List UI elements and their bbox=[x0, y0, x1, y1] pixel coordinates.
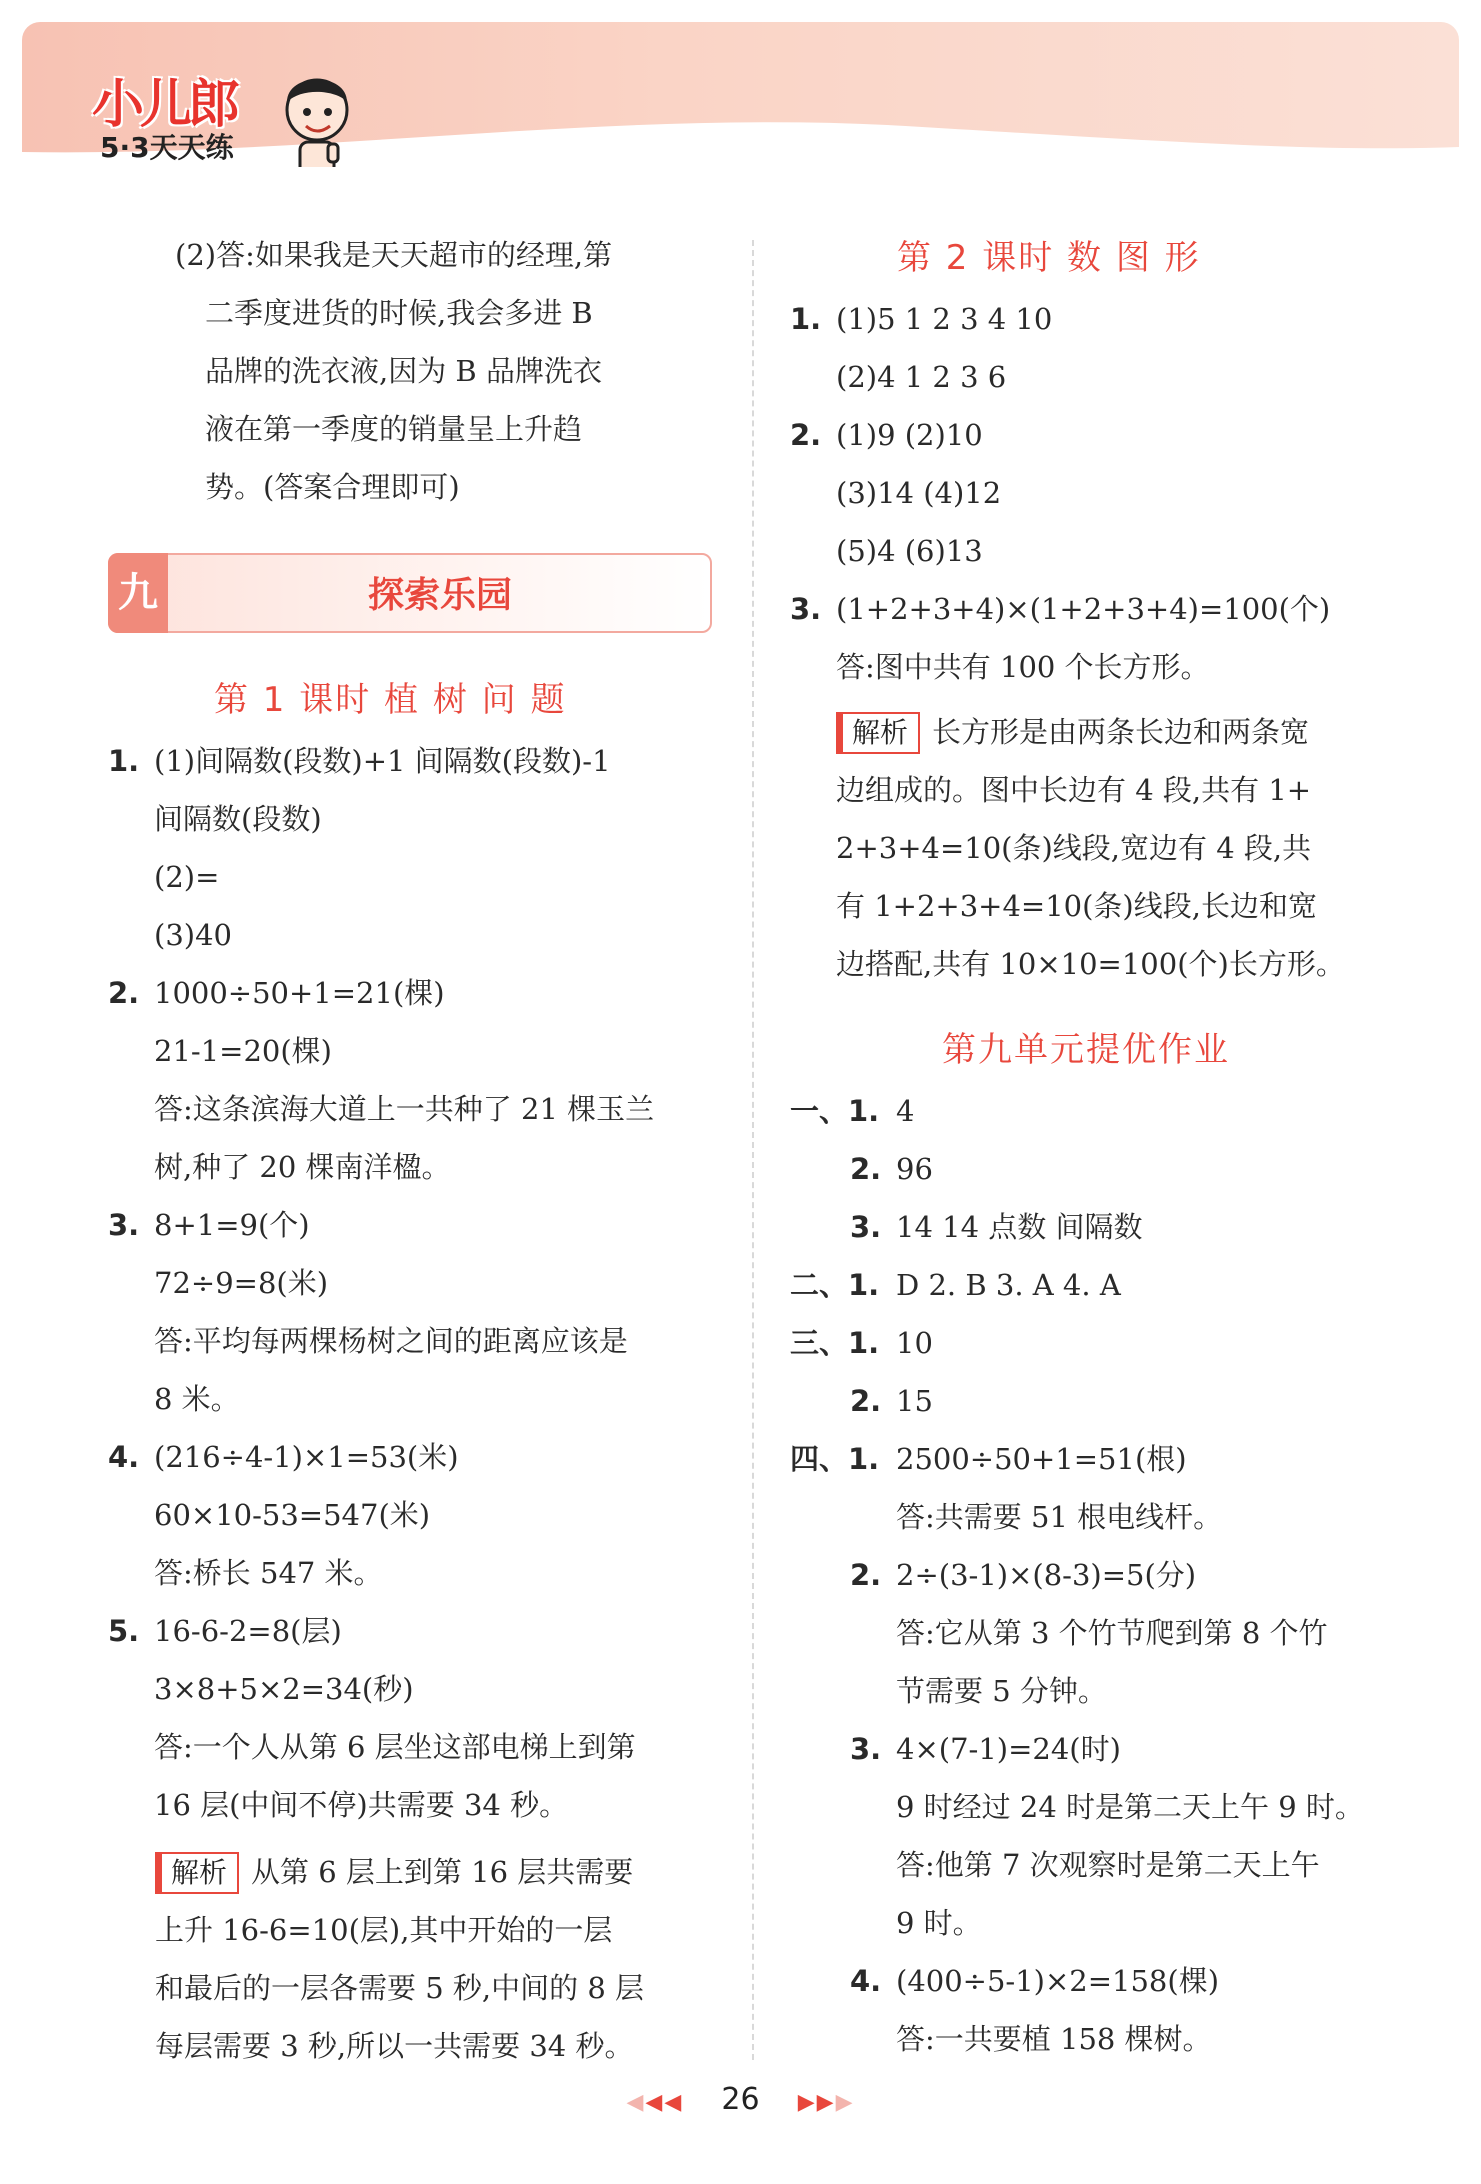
answer-line bbox=[850, 1372, 933, 1430]
question-number: 二、1. bbox=[790, 1268, 880, 1302]
answer-line bbox=[108, 1196, 310, 1254]
answer-line bbox=[896, 1662, 1107, 1720]
answer-line bbox=[154, 1022, 332, 1080]
answer-text: 答:这条滨海大道上一共种了 21 棵玉兰 bbox=[154, 1092, 655, 1126]
question-number: 4. bbox=[850, 1964, 882, 1998]
answer-line bbox=[850, 1720, 1121, 1778]
answer-text: (2)4 1 2 3 6 bbox=[836, 360, 1007, 394]
answer-text: 21-1=20(棵) bbox=[154, 1034, 332, 1068]
answer-line bbox=[790, 1430, 1187, 1488]
answer-line bbox=[154, 1544, 383, 1602]
analysis-line: 和最后的一层各需要 5 秒,中间的 8 层 bbox=[155, 1971, 644, 2005]
intro-line: 品牌的洗衣液,因为 B 品牌洗衣 bbox=[205, 354, 602, 388]
answer-text: 15 bbox=[896, 1384, 933, 1418]
answer-text: 9 时经过 24 时是第二天上午 9 时。 bbox=[896, 1790, 1364, 1824]
answer-text: 72÷9=8(米) bbox=[154, 1266, 329, 1300]
page-number: 26 bbox=[721, 2082, 760, 2117]
analysis-line: 每层需要 3 秒,所以一共需要 34 秒。 bbox=[155, 2029, 634, 2063]
answer-line bbox=[154, 1718, 636, 1776]
question-number: 1. bbox=[790, 302, 822, 336]
question-number: 四、1. bbox=[790, 1442, 880, 1476]
answer-line bbox=[108, 1602, 342, 1660]
question-number: 2. bbox=[850, 1384, 882, 1418]
question-number: 5. bbox=[108, 1614, 140, 1648]
prev-page-icon[interactable]: ◀ bbox=[626, 2090, 646, 2115]
analysis-line: 边搭配,共有 10×10=100(个)长方形。 bbox=[836, 947, 1345, 981]
question-number: 2. bbox=[850, 1152, 882, 1186]
intro-line: (2)答:如果我是天天超市的经理,第 bbox=[175, 238, 613, 272]
question-number: 3. bbox=[108, 1208, 140, 1242]
answer-line bbox=[154, 1138, 451, 1196]
answer-text: 60×10-53=547(米) bbox=[154, 1498, 431, 1532]
analysis-line: 有 1+2+3+4=10(条)线段,长边和宽 bbox=[836, 889, 1317, 923]
answer-line bbox=[154, 1486, 430, 1544]
answer-text: 2500÷50+1=51(根) bbox=[896, 1442, 1187, 1476]
unit-banner bbox=[108, 553, 712, 633]
answer-line bbox=[850, 1952, 1219, 2010]
prev-page-icon[interactable]: ◀◀ bbox=[645, 2090, 684, 2115]
answer-line bbox=[108, 732, 611, 790]
answer-line bbox=[850, 1140, 933, 1198]
answer-text: 1000÷50+1=21(棵) bbox=[154, 976, 445, 1010]
answer-text: 3×8+5×2=34(秒) bbox=[154, 1672, 414, 1706]
answer-line bbox=[790, 580, 1330, 638]
question-number: 2. bbox=[108, 976, 140, 1010]
unit-title: 探索乐园 bbox=[367, 575, 512, 616]
answer-line bbox=[154, 1776, 568, 1834]
lesson-title-2: 第 2 课时 数 图 形 bbox=[897, 238, 1201, 278]
answer-line bbox=[154, 1080, 654, 1138]
intro-line: 液在第一季度的销量呈上升趋 bbox=[205, 412, 583, 446]
answer-text: 4 bbox=[896, 1094, 915, 1128]
next-page-icon[interactable]: ▶▶ bbox=[797, 2090, 836, 2115]
question-number: 2. bbox=[790, 418, 822, 452]
question-number: 三、1. bbox=[790, 1326, 880, 1360]
answer-text: (3)14 (4)12 bbox=[836, 476, 1002, 510]
column-divider bbox=[752, 240, 754, 2060]
answer-text: 答:一个人从第 6 层坐这部电梯上到第 bbox=[154, 1730, 636, 1764]
answer-text: 节需要 5 分钟。 bbox=[896, 1674, 1107, 1708]
intro-line: 势。(答案合理即可) bbox=[205, 470, 460, 504]
answer-line bbox=[154, 1370, 240, 1428]
analysis-line: 长方形是由两条长边和两条宽 bbox=[932, 715, 1310, 749]
analysis-line: 边组成的。图中长边有 4 段,共有 1+ bbox=[836, 773, 1312, 807]
answer-text: 答:他第 7 次观察时是第二天上午 bbox=[896, 1848, 1320, 1882]
answer-line bbox=[896, 1778, 1364, 1836]
answer-line bbox=[836, 348, 1006, 406]
answer-line bbox=[154, 1312, 628, 1370]
answer-text: (216÷4-1)×1=53(米) bbox=[154, 1440, 459, 1474]
answer-text: 16 层(中间不停)共需要 34 秒。 bbox=[154, 1788, 569, 1822]
question-number: 3. bbox=[790, 592, 822, 626]
answer-line bbox=[836, 638, 1210, 696]
answer-line bbox=[790, 406, 983, 464]
header-wave bbox=[22, 97, 1459, 167]
answer-text: (2)= bbox=[154, 860, 220, 894]
homework-title: 第九单元提优作业 bbox=[942, 1030, 1230, 1070]
next-page-icon[interactable]: ▶ bbox=[835, 2090, 855, 2115]
answer-text: 答:共需要 51 根电线杆。 bbox=[896, 1500, 1223, 1534]
analysis-line: 2+3+4=10(条)线段,宽边有 4 段,共 bbox=[836, 831, 1312, 865]
answer-text: 2÷(3-1)×(8-3)=5(分) bbox=[896, 1558, 1197, 1592]
answer-text: 96 bbox=[896, 1152, 933, 1186]
answer-text: (1)9 (2)10 bbox=[836, 418, 983, 452]
answer-line bbox=[896, 1894, 982, 1952]
question-number: 1. bbox=[108, 744, 140, 778]
answer-line bbox=[790, 1082, 914, 1140]
answer-text: 16-6-2=8(层) bbox=[154, 1614, 342, 1648]
answer-line bbox=[154, 848, 219, 906]
question-number: 3. bbox=[850, 1732, 882, 1766]
answer-text: 答:它从第 3 个竹节爬到第 8 个竹 bbox=[896, 1616, 1328, 1650]
answer-line bbox=[790, 1314, 933, 1372]
answer-line bbox=[896, 1488, 1222, 1546]
unit-number-badge: 九 bbox=[108, 553, 168, 633]
answer-line bbox=[790, 290, 1052, 348]
answer-text: 4×(7-1)=24(时) bbox=[896, 1732, 1121, 1766]
answer-line bbox=[850, 1546, 1196, 1604]
question-number: 3. bbox=[850, 1210, 882, 1244]
analysis-tag: 解析 bbox=[155, 1852, 239, 1894]
answer-text: (1+2+3+4)×(1+2+3+4)=100(个) bbox=[836, 592, 1331, 626]
answer-text: (400÷5-1)×2=158(棵) bbox=[896, 1964, 1220, 1998]
answer-text: 答:一共要植 158 棵树。 bbox=[896, 2022, 1212, 2056]
answer-text: 8 米。 bbox=[154, 1382, 240, 1416]
answer-line bbox=[850, 1198, 1142, 1256]
answer-text: 间隔数(段数) bbox=[154, 802, 322, 836]
logo-text: 小儿郎 bbox=[92, 75, 237, 135]
answer-text: 9 时。 bbox=[896, 1906, 982, 1940]
intro-line: 二季度进货的时候,我会多进 B bbox=[205, 296, 593, 330]
pager bbox=[0, 2082, 1481, 2117]
question-number: 2. bbox=[850, 1558, 882, 1592]
answer-text: 答:桥长 547 米。 bbox=[154, 1556, 383, 1590]
answer-line bbox=[790, 1256, 1121, 1314]
answer-text: 答:平均每两棵杨树之间的距离应该是 bbox=[154, 1324, 628, 1358]
answer-text: (1)5 1 2 3 4 10 bbox=[836, 302, 1053, 336]
answer-line bbox=[836, 464, 1001, 522]
answer-line bbox=[154, 1660, 414, 1718]
answer-text: (3)40 bbox=[154, 918, 232, 952]
question-number: 4. bbox=[108, 1440, 140, 1474]
analysis-line: 上升 16-6=10(层),其中开始的一层 bbox=[155, 1913, 613, 1947]
answer-text: D 2. B 3. A 4. A bbox=[896, 1268, 1121, 1302]
answer-line bbox=[108, 1428, 459, 1486]
answer-line bbox=[896, 1836, 1320, 1894]
analysis-tag: 解析 bbox=[836, 712, 920, 754]
answer-text: (5)4 (6)13 bbox=[836, 534, 983, 568]
answer-line bbox=[896, 2010, 1212, 2068]
answer-line bbox=[154, 790, 322, 848]
logo-subtitle: 5·3天天练 bbox=[100, 131, 234, 164]
answer-text: 14 14 点数 间隔数 bbox=[896, 1210, 1143, 1244]
answer-line bbox=[154, 906, 232, 964]
answer-text: 树,种了 20 棵南洋楹。 bbox=[154, 1150, 451, 1184]
answer-text: 10 bbox=[896, 1326, 933, 1360]
answer-line bbox=[836, 522, 983, 580]
answer-line bbox=[108, 964, 445, 1022]
analysis-line: 从第 6 层上到第 16 层共需要 bbox=[251, 1855, 634, 1889]
answer-text: 8+1=9(个) bbox=[154, 1208, 310, 1242]
answer-text: 答:图中共有 100 个长方形。 bbox=[836, 650, 1210, 684]
mascot-boy-icon bbox=[272, 62, 362, 167]
question-number: 一、1. bbox=[790, 1094, 880, 1128]
header-banner bbox=[22, 22, 1459, 167]
answer-line bbox=[154, 1254, 328, 1312]
lesson-title-1: 第 1 课时 植 树 问 题 bbox=[214, 680, 567, 720]
answer-line bbox=[896, 1604, 1328, 1662]
answer-text: (1)间隔数(段数)+1 间隔数(段数)-1 bbox=[154, 744, 611, 778]
